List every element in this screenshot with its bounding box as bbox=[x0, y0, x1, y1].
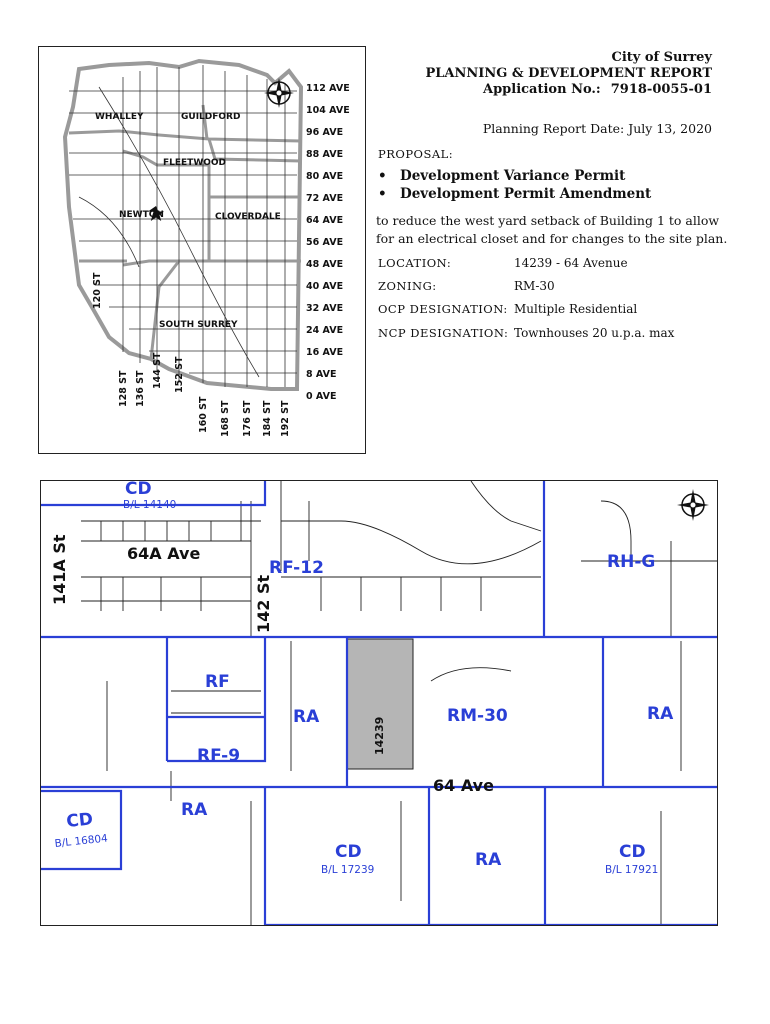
avenue-label: 64 AVE bbox=[306, 215, 344, 226]
street-label: 192 ST bbox=[280, 400, 291, 437]
field-label-zoning: ZONING: bbox=[378, 279, 437, 293]
street-label: 136 ST bbox=[135, 370, 146, 407]
avenue-label: 96 AVE bbox=[306, 127, 344, 138]
key-map bbox=[38, 46, 366, 454]
avenue-label: 72 AVE bbox=[306, 193, 344, 204]
site-map bbox=[40, 480, 718, 926]
town-label-fleetwood: FLEETWOOD bbox=[163, 158, 227, 168]
zone-label-cd: CD bbox=[65, 809, 94, 832]
zone-label-ra: RA bbox=[293, 707, 320, 727]
report-title: PLANNING & DEVELOPMENT REPORT bbox=[425, 66, 712, 81]
zone-label-cd: CD bbox=[125, 481, 152, 499]
street-label: 152 ST bbox=[174, 356, 185, 393]
avenue-label: 8 AVE bbox=[306, 369, 337, 380]
town-label-guildford: GUILDFORD bbox=[181, 112, 241, 122]
field-value-zoning: RM-30 bbox=[514, 279, 555, 293]
avenue-label: 24 AVE bbox=[306, 325, 344, 336]
proposal-label: PROPOSAL: bbox=[378, 147, 454, 161]
zone-label-rhg: RH-G bbox=[607, 552, 656, 572]
bullet-item: • Development Permit Amendment bbox=[378, 186, 652, 202]
avenue-label: 32 AVE bbox=[306, 303, 344, 314]
field-label-location: LOCATION: bbox=[378, 256, 452, 270]
street-label-64a-ave: 64A Ave bbox=[127, 544, 201, 563]
street-label: 160 ST bbox=[198, 396, 209, 433]
zone-label-rm30: RM-30 bbox=[447, 706, 508, 726]
field-label-ocp: OCP DESIGNATION: bbox=[378, 302, 508, 316]
compass-icon bbox=[677, 489, 709, 521]
avenue-label: 80 AVE bbox=[306, 171, 344, 182]
avenue-label: 104 AVE bbox=[306, 105, 350, 116]
street-label: 144 ST bbox=[152, 352, 163, 389]
town-label-newton: NEWTON bbox=[119, 210, 164, 220]
field-value-ncp: Townhouses 20 u.p.a. max bbox=[514, 326, 675, 340]
avenue-label: 16 AVE bbox=[306, 347, 344, 358]
zone-label-rf: RF bbox=[205, 672, 230, 692]
street-label: 176 ST bbox=[242, 400, 253, 437]
street-label-141a-st: 141A St bbox=[50, 534, 69, 605]
city-boundary bbox=[65, 61, 301, 389]
street-label: 184 ST bbox=[262, 400, 273, 437]
field-label-ncp: NCP DESIGNATION: bbox=[378, 326, 509, 340]
bullet-text: Development Variance Permit bbox=[400, 168, 626, 184]
street-label: 120 ST bbox=[92, 272, 103, 309]
description-line: to reduce the west yard setback of Building 1 to allow bbox=[376, 213, 720, 228]
zone-label-ra: RA bbox=[647, 704, 674, 724]
zone-label-ra: RA bbox=[181, 800, 208, 820]
avenue-label: 0 AVE bbox=[306, 391, 337, 402]
avenue-label: 56 AVE bbox=[306, 237, 344, 248]
zone-label-cd: CD bbox=[619, 842, 646, 862]
zone-label-rf9: RF-9 bbox=[197, 746, 241, 766]
field-value-location: 14239 - 64 Avenue bbox=[514, 256, 628, 270]
compass-icon bbox=[264, 78, 294, 108]
bylaw-label: B/L 17921 bbox=[605, 864, 659, 876]
street-label: 128 ST bbox=[118, 370, 129, 407]
bylaw-label: B/L 16804 bbox=[54, 832, 109, 850]
avenue-label: 112 AVE bbox=[306, 83, 350, 94]
bylaw-label: B/L 14140 bbox=[123, 499, 177, 511]
city-name: City of Surrey bbox=[611, 50, 712, 65]
street-label-142-st: 142 St bbox=[254, 574, 273, 633]
town-label-south-surrey: SOUTH SURREY bbox=[159, 320, 238, 330]
street-label-64-ave: 64 Ave bbox=[433, 776, 494, 795]
avenue-label: 88 AVE bbox=[306, 149, 344, 160]
zone-label-ra: RA bbox=[475, 850, 502, 870]
report-date: Planning Report Date: July 13, 2020 bbox=[482, 121, 712, 136]
town-label-whalley: WHALLEY bbox=[95, 112, 144, 122]
bullet-text: Development Permit Amendment bbox=[400, 186, 652, 202]
zone-label-rf12: RF-12 bbox=[269, 558, 324, 578]
bylaw-label: B/L 17239 bbox=[321, 864, 375, 876]
street-label: 168 ST bbox=[220, 400, 231, 437]
subject-address-label: 14239 bbox=[373, 716, 386, 755]
zone-label-cd: CD bbox=[335, 842, 362, 862]
avenue-label: 48 AVE bbox=[306, 259, 344, 270]
description-line: for an electrical closet and for changes to the site plan. bbox=[376, 231, 728, 246]
application-number: 7918-0055-01 bbox=[610, 82, 712, 97]
field-value-ocp: Multiple Residential bbox=[514, 302, 638, 316]
bullet-item: • Development Variance Permit bbox=[378, 168, 626, 184]
town-label-cloverdale: CLOVERDALE bbox=[215, 212, 281, 222]
avenue-label: 40 AVE bbox=[306, 281, 344, 292]
application-label: Application No.: bbox=[483, 82, 601, 97]
